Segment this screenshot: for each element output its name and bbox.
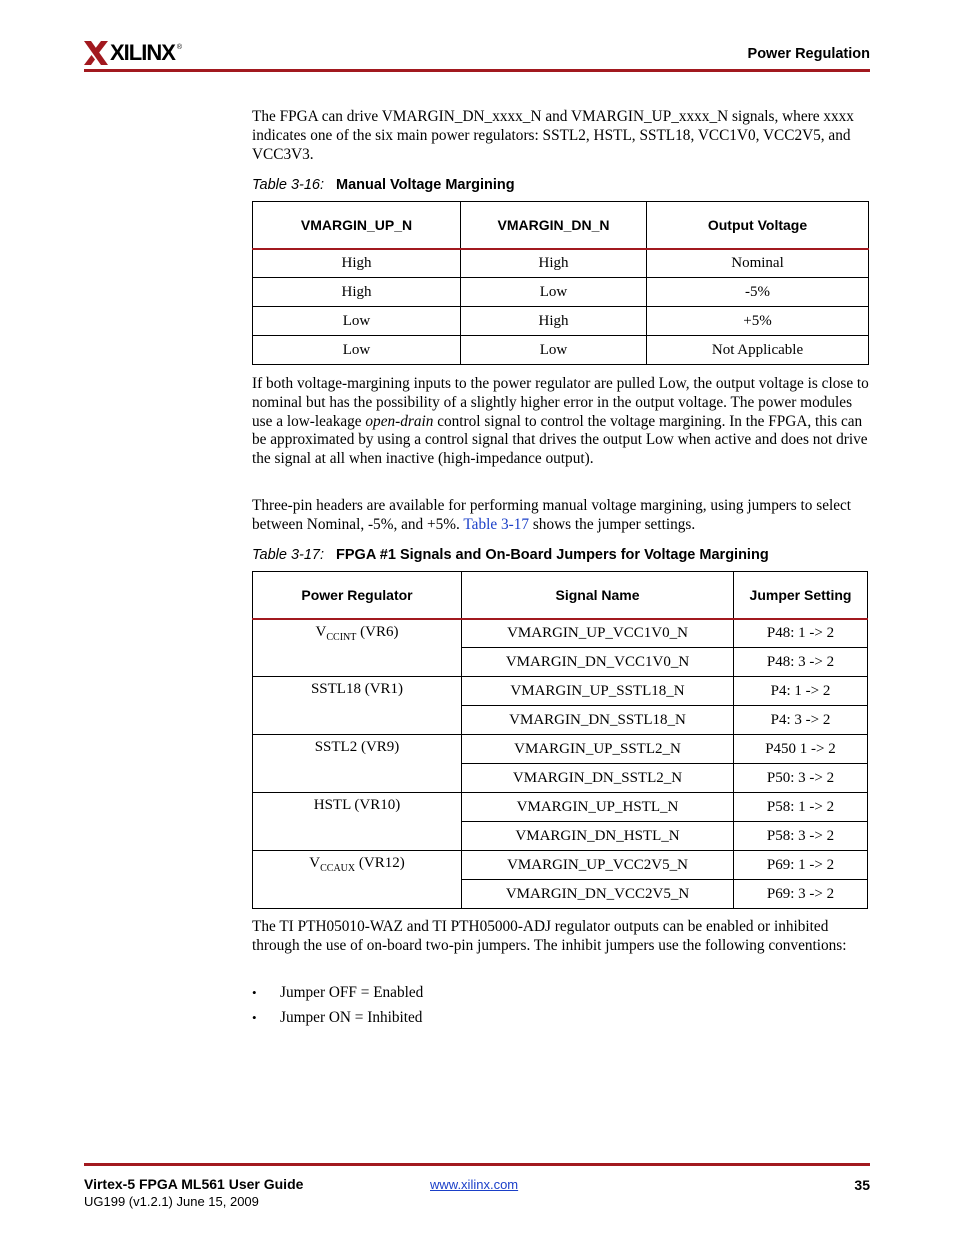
table-cell: Nominal (647, 249, 869, 278)
jumper-headers-paragraph (252, 497, 870, 535)
table-row (253, 793, 868, 822)
logo-text: XILINX (110, 40, 175, 65)
table-16-title: Manual Voltage Margining (336, 177, 515, 193)
table-17-title: FPGA #1 Signals and On-Board Jumpers for Voltage Margining (336, 547, 769, 563)
intro-paragraph: The FPGA can drive VMARGIN_DN_xxxx_N and VMARGIN_UP_xxxx_N signals, where xxxx indicates one of the six main power regulators: SSTL2, HSTL, SSTL18, VCC1V0, VCC2V5, and VCC3V3. (252, 108, 854, 163)
jumper-cell: P69: 3 -> 2 (734, 880, 868, 909)
paragraph-text: If both voltage-margining inputs to the power regulator are pulled Low, the output voltage is close to nominal but has the possibility of a slightly higher error in the output voltage. The power modules use a low-leakage (252, 375, 869, 430)
page-number: 35 (854, 1177, 870, 1193)
jumper-cell: P4: 1 -> 2 (734, 677, 868, 706)
signal-cell: VMARGIN_UP_VCC1V0_N (462, 619, 734, 648)
table-row (253, 249, 869, 278)
jumper-cell: P58: 3 -> 2 (734, 822, 868, 851)
list-item (252, 1005, 852, 1030)
jumper-cell: P50: 3 -> 2 (734, 764, 868, 793)
signal-cell: VMARGIN_DN_SSTL2_N (462, 764, 734, 793)
table-16-caption (252, 177, 515, 193)
column-header: Output Voltage (647, 202, 869, 249)
table-cell: Low (461, 336, 647, 365)
table-cell: Low (253, 307, 461, 336)
footer-guide-title: Virtex-5 FPGA ML561 User Guide (84, 1176, 304, 1192)
column-header: Signal Name (462, 572, 734, 619)
header-rule (84, 69, 870, 72)
table-row (253, 336, 869, 365)
list-item-text: Jumper OFF = Enabled (280, 983, 424, 1001)
conventions-list (252, 980, 852, 1030)
bullet-icon: • (252, 984, 257, 1000)
table-3-17-link[interactable]: Table 3-17 (463, 515, 530, 533)
regulator-cell: SSTL2 (VR9) (253, 735, 462, 793)
table-cell: High (253, 278, 461, 307)
table-row (253, 677, 868, 706)
logo-registered-mark: ® (176, 43, 183, 51)
voltage-margining-table (252, 201, 869, 365)
inhibit-jumpers-paragraph: The TI PTH05010-WAZ and TI PTH05000-ADJ regulator outputs can be enabled or inhibited through the use of on-board two-pin jumpers. The inhibit jumpers use the following conventions: (252, 918, 847, 954)
list-item (252, 980, 852, 1005)
table-cell: Low (461, 278, 647, 307)
xilinx-logo (84, 38, 182, 68)
jumper-settings-table (252, 571, 868, 909)
jumper-cell: P69: 1 -> 2 (734, 851, 868, 880)
table-16-number: Table 3-16: (252, 177, 325, 193)
bullet-icon: • (252, 1009, 257, 1025)
jumper-cell: P4: 3 -> 2 (734, 706, 868, 735)
table-cell: High (461, 307, 647, 336)
table-cell: High (253, 249, 461, 278)
signal-cell: VMARGIN_UP_SSTL2_N (462, 735, 734, 764)
regulator-cell: SSTL18 (VR1) (253, 677, 462, 735)
xilinx-logo-icon (84, 41, 108, 65)
regulator-cell: $V_{CCINT}$ (VR6) (253, 619, 462, 677)
column-header: VMARGIN_DN_N (461, 202, 647, 249)
emphasis-text: open-drain (365, 412, 434, 430)
table-17-number: Table 3-17: (252, 547, 325, 563)
jumper-cell: P450 1 -> 2 (734, 735, 868, 764)
paragraph-text: Three-pin headers are available for performing manual voltage margining, using jumpers to select between Nominal, -5%, and +5%. (252, 497, 852, 533)
table-header-row (253, 572, 868, 619)
footer-rule (84, 1163, 870, 1166)
page-header (84, 38, 870, 72)
regulator-cell: $V_{CCAUX}$ (VR12) (253, 851, 462, 909)
table-cell: High (461, 249, 647, 278)
jumper-cell: P48: 1 -> 2 (734, 619, 868, 648)
signal-cell: VMARGIN_UP_HSTL_N (462, 793, 734, 822)
table-row (253, 278, 869, 307)
page-footer (84, 1176, 870, 1216)
jumper-cell: P48: 3 -> 2 (734, 648, 868, 677)
signal-cell: VMARGIN_DN_SSTL18_N (462, 706, 734, 735)
paragraph-text: control signal to control the voltage margining. In the FPGA, this can be approximated by using a control signal that drives the output Low when active and does not drive the signal at all when inactive (high-impedance output). (252, 412, 868, 468)
table-cell: -5% (647, 278, 869, 307)
table-17-caption (252, 547, 769, 563)
footer-doc-version: UG199 (v1.2.1) June 15, 2009 (84, 1194, 259, 1209)
signal-cell: VMARGIN_DN_VCC2V5_N (462, 880, 734, 909)
column-header: Power Regulator (253, 572, 462, 619)
table-cell: +5% (647, 307, 869, 336)
table-header-row (253, 202, 869, 249)
column-header: VMARGIN_UP_N (253, 202, 461, 249)
regulator-cell: HSTL (VR10) (253, 793, 462, 851)
signal-cell: VMARGIN_UP_SSTL18_N (462, 677, 734, 706)
table-row (253, 307, 869, 336)
signal-cell: VMARGIN_UP_VCC2V5_N (462, 851, 734, 880)
paragraph-text: shows the jumper settings. (529, 515, 696, 533)
table-cell: Not Applicable (647, 336, 869, 365)
table-row (253, 851, 868, 880)
signal-cell: VMARGIN_DN_VCC1V0_N (462, 648, 734, 677)
table-row (253, 619, 868, 648)
jumper-cell: P58: 1 -> 2 (734, 793, 868, 822)
table-cell: Low (253, 336, 461, 365)
table-row (253, 735, 868, 764)
list-item-text: Jumper ON = Inhibited (280, 1008, 423, 1026)
footer-website-link[interactable]: www.xilinx.com (430, 1177, 519, 1192)
margining-explanation-paragraph (252, 375, 870, 469)
column-header: Jumper Setting (734, 572, 868, 619)
section-title: Power Regulation (747, 46, 870, 62)
signal-cell: VMARGIN_DN_HSTL_N (462, 822, 734, 851)
